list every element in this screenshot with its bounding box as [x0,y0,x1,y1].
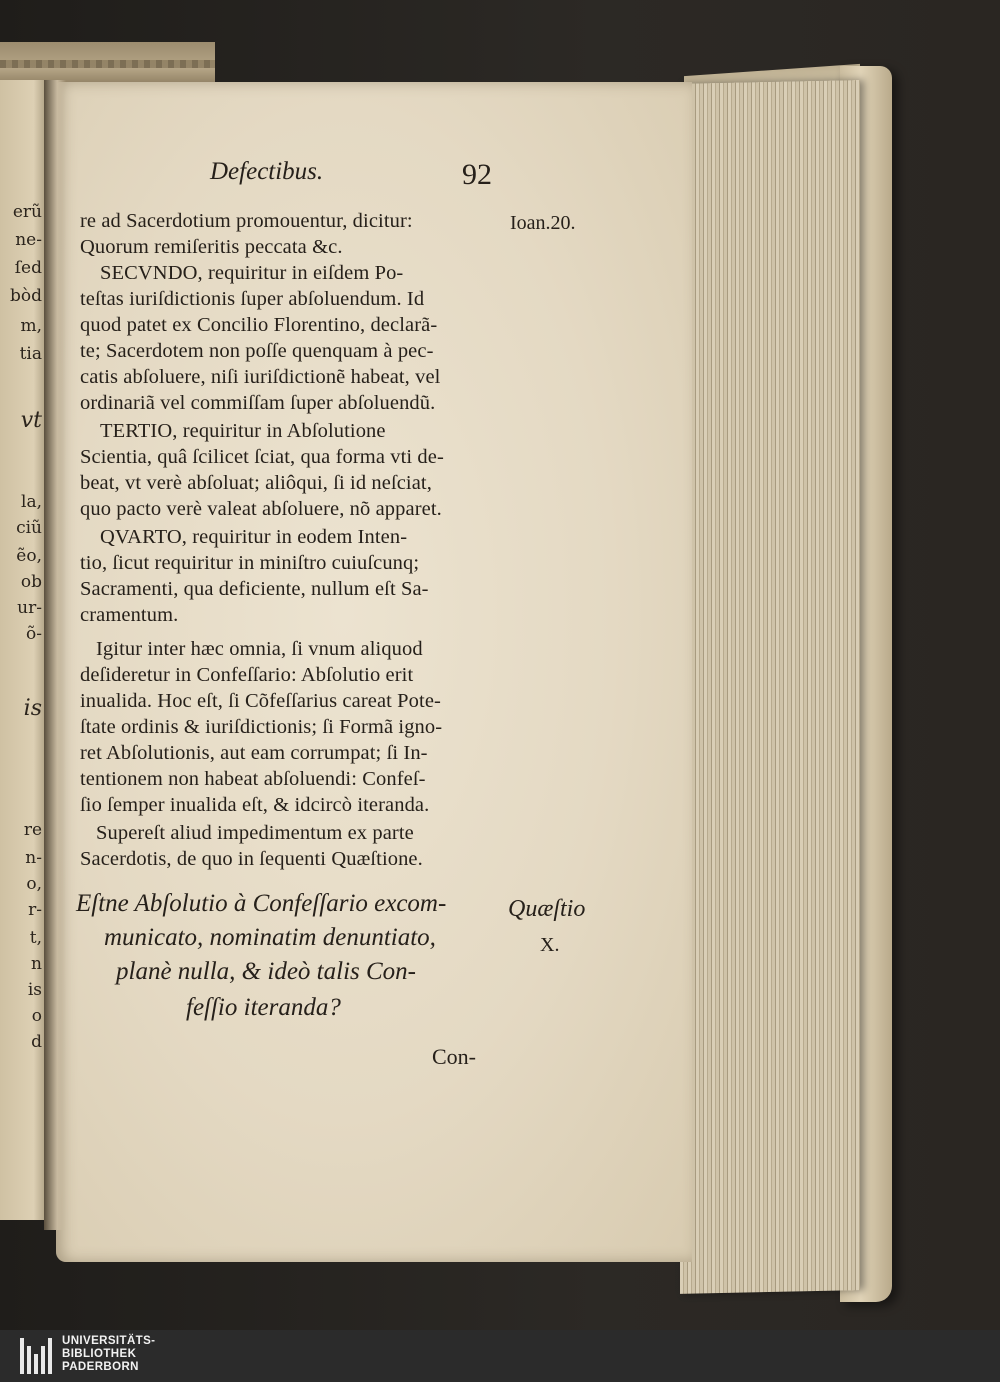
question-heading-line: feſſio iteranda? [186,994,341,1021]
page-number: 92 [462,158,492,191]
left-page-fragment: d [31,1032,42,1052]
body-line: beat, vt verè abſoluat; aliôqui, ſi id neſciat, [80,472,432,494]
body-line: re ad Sacerdotium promouentur, dicitur: [80,210,413,232]
institution-line: UNIVERSITÄTS- [62,1335,156,1347]
left-page-fragment: ſed [14,258,42,278]
left-page-fragment: ne- [15,230,42,250]
body-line: tentionem non habeat abſoluendi: Confeſ- [80,768,426,790]
institution-name [62,1335,155,1374]
left-page-fragment: is [27,980,42,1000]
left-page-fragment: m, [20,316,42,336]
body-line: inualida. Hoc eſt, ſi Cõfeſſarius careat Pote- [80,690,441,712]
margin-question-label: Quæſtio [508,896,586,922]
body-line: te; Sacerdotem non poſſe quenquam à pec- [80,340,434,362]
body-line: Scientia, quâ ſcilicet ſciat, qua forma vti de- [80,446,444,468]
body-line: cramentum. [80,604,179,626]
body-line: ſtate ordinis & iuriſdictionis; ſi Formã igno- [80,716,443,738]
institution-footer [0,1330,1000,1382]
left-page-fragment: vt [20,408,42,433]
left-page-fragment: n- [25,848,42,868]
body-line: ret Abſolutionis, aut eam corrumpat; ſi In- [80,742,428,764]
question-heading-line: Eſtne Abſolutio à Confeſſario excom- [76,890,447,917]
left-page-fragment: la, [21,492,42,512]
left-page-fragment: ẽo, [16,546,42,566]
body-line: Quorum remiſeritis peccata &c. [80,236,343,258]
body-line: teſtas iuriſdictionis ſuper abſoluendum. Id [80,288,425,310]
left-page-edge [0,80,48,1220]
body-line: catis abſoluere, niſi iuriſdictionẽ habeat, vel [80,366,441,388]
left-page-fragment: t, [29,928,42,948]
left-page-fragment: õ- [26,624,42,644]
margin-reference: Ioan.20. [510,212,576,234]
body-line: Sacerdotis, de quo in ſequenti Quæſtione. [80,848,423,870]
body-line: SECVNDO, requiritur in eiſdem Po- [100,262,404,284]
body-line: quo pacto verè valeat abſoluere, nõ apparet. [80,498,442,520]
left-page-fragment: o, [26,874,42,894]
left-page-fragment: re [23,820,42,840]
library-logo-icon [20,1338,54,1374]
left-page-fragment: n [31,954,42,974]
question-heading-line: planè nulla, & ideò talis Con- [116,958,416,985]
question-heading-line: municato, nominatim denuntiato, [104,924,436,951]
left-page-fragment: o [31,1006,42,1026]
left-page-fragment: ciũ [16,518,42,538]
body-line: ordinariã vel commiſſam ſuper abſoluendũ. [80,392,436,414]
institution-line: PADERBORN [62,1361,139,1373]
body-line: Sacramenti, qua deficiente, nullum eſt Sa- [80,578,429,600]
body-line: tio, ſicut requiritur in miniſtro cuiuſcunq; [80,552,420,574]
binding-strip [0,60,215,68]
left-page-fragment: tia [19,344,42,364]
running-head: Defectibus. [210,158,324,185]
body-line: quod patet ex Concilio Florentino, declarã- [80,314,438,336]
catchword: Con- [432,1044,476,1069]
left-page-fragment: erũ [12,202,42,222]
body-line: Igitur inter hæc omnia, ſi vnum aliquod [96,638,423,660]
body-line: TERTIO, requiritur in Abſolutione [100,420,386,442]
body-line: ſio ſemper inualida eſt, & idcircò iteranda. [80,794,430,816]
left-page-fragment: r- [28,900,42,920]
margin-question-number: X. [540,934,560,956]
body-line: deſideretur in Confeſſario: Abſolutio erit [80,664,414,686]
body-line: QVARTO, requiritur in eodem Inten- [100,526,408,548]
left-page-fragment: bòd [10,286,42,306]
left-page-fragment: is [23,696,42,721]
gutter-shadow [44,80,66,1230]
body-line: Supereſt aliud impedimentum ex parte [96,822,414,844]
left-page-fragment: ur- [17,598,42,618]
institution-line: BIBLIOTHEK [62,1348,137,1360]
page-block-fore-edge [680,80,860,1294]
left-page-fragment: ob [20,572,42,592]
